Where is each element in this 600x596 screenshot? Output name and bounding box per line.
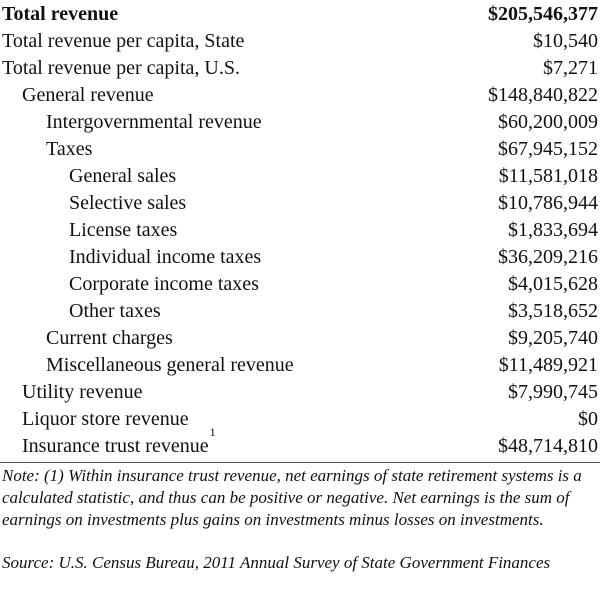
table-row-general-revenue bbox=[0, 82, 600, 109]
table-row-individual-income-taxes bbox=[0, 244, 600, 271]
table-row-liquor-store-revenue bbox=[0, 406, 600, 433]
table-bottom-rule bbox=[0, 462, 600, 463]
row-label: Taxes bbox=[46, 138, 93, 160]
row-label: Selective sales bbox=[69, 192, 187, 214]
row-value: $4,015,628 bbox=[508, 273, 598, 295]
row-label: Intergovernmental revenue bbox=[46, 111, 262, 133]
row-label: Other taxes bbox=[69, 300, 161, 322]
table-row-corporate-income-taxes bbox=[0, 271, 600, 298]
row-value: $10,786,944 bbox=[498, 192, 598, 214]
table-row-revenue-per-capita-state bbox=[0, 28, 600, 55]
row-value: $3,518,652 bbox=[508, 300, 598, 322]
row-label: Total revenue per capita, State bbox=[2, 30, 245, 52]
row-value: $148,840,822 bbox=[488, 84, 598, 106]
table-row-revenue-per-capita-us bbox=[0, 55, 600, 82]
row-label: General sales bbox=[69, 165, 177, 187]
table-row-other-taxes bbox=[0, 298, 600, 325]
row-label: General revenue bbox=[22, 84, 154, 106]
row-value: $7,990,745 bbox=[508, 381, 598, 403]
row-label bbox=[22, 425, 216, 460]
row-label: License taxes bbox=[69, 219, 178, 241]
row-label: Total revenue per capita, U.S. bbox=[2, 57, 240, 79]
row-value: $0 bbox=[578, 408, 598, 430]
row-label: Liquor store revenue bbox=[22, 408, 189, 430]
row-value: $7,271 bbox=[543, 57, 598, 79]
row-value: $36,209,216 bbox=[498, 246, 598, 268]
row-label: Corporate income taxes bbox=[69, 273, 259, 295]
table-row-intergovernmental-revenue bbox=[0, 109, 600, 136]
table-row-license-taxes bbox=[0, 217, 600, 244]
row-value: $11,489,921 bbox=[498, 354, 598, 376]
row-value: $48,714,810 bbox=[498, 435, 598, 457]
row-value: $1,833,694 bbox=[508, 219, 598, 241]
table-row-utility-revenue bbox=[0, 379, 600, 406]
source-text: Source: U.S. Census Bureau, 2011 Annual Survey of State Government Finances bbox=[2, 553, 551, 572]
row-value: $60,200,009 bbox=[498, 111, 598, 133]
table-row-selective-sales bbox=[0, 190, 600, 217]
row-label-text: Insurance trust revenue bbox=[22, 435, 209, 457]
row-value: $11,581,018 bbox=[498, 165, 598, 187]
row-label: Miscellaneous general revenue bbox=[46, 354, 294, 376]
table-row-taxes bbox=[0, 136, 600, 163]
table-row-total-revenue bbox=[0, 1, 600, 28]
row-value: $205,546,377 bbox=[488, 3, 598, 25]
row-label: Current charges bbox=[46, 327, 173, 349]
row-label: Utility revenue bbox=[22, 381, 143, 403]
footnote-marker: 1 bbox=[209, 425, 216, 440]
table-row-general-sales bbox=[0, 163, 600, 190]
row-value: $10,540 bbox=[533, 30, 598, 52]
row-label: Total revenue bbox=[2, 3, 119, 25]
table-row-current-charges bbox=[0, 325, 600, 352]
table-row-miscellaneous-general-revenue bbox=[0, 352, 600, 379]
row-value: $67,945,152 bbox=[498, 138, 598, 160]
table-row-insurance-trust-revenue bbox=[0, 425, 600, 460]
footnote-text: Note: (1) Within insurance trust revenue, net earnings of state retirement systems is a calculated statistic, and thus can be positive or negative. Net earnings is the sum of earnings on investments plus gains on investments minus losses on investments. bbox=[2, 466, 582, 529]
row-value: $9,205,740 bbox=[508, 327, 598, 349]
row-label: Individual income taxes bbox=[69, 246, 262, 268]
